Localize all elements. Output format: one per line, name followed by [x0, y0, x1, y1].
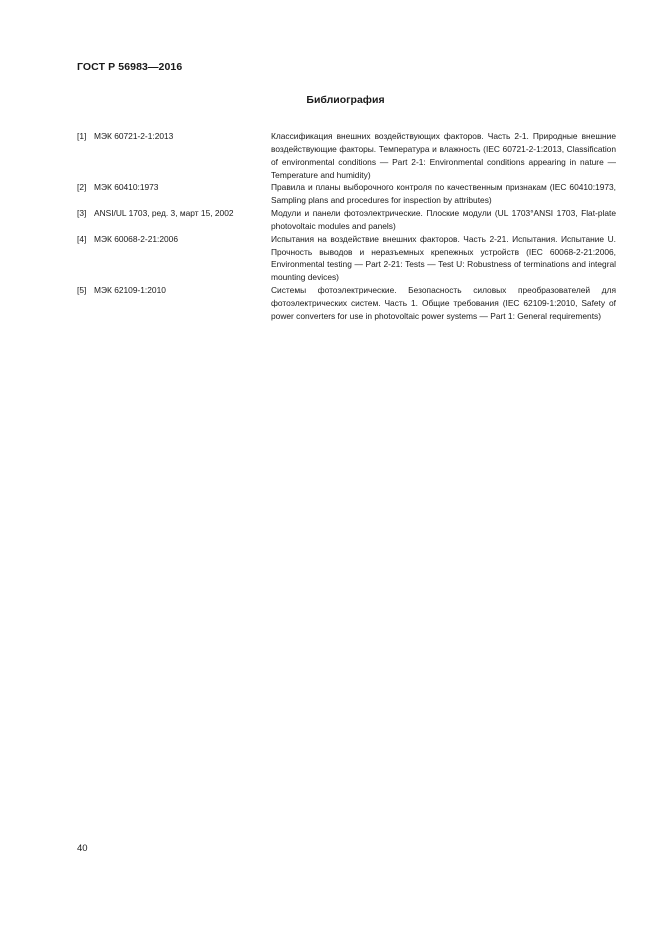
entry-description: Правила и планы выборочного контроля по качественным признакам (IEC 60410:1973, Sampling plans and procedures for inspection by attributes) — [271, 182, 616, 206]
bibliography-entry-5 — [77, 284, 616, 335]
bibliography-entry-3 — [77, 207, 616, 233]
entry-reference — [77, 181, 271, 207]
entry-standard: МЭК 62109-1:2010 — [94, 285, 166, 296]
entry-number: [5] — [77, 285, 87, 296]
entry-description: Системы фотоэлектрические. Безопасность силовых преобразователей для фотоэлектрических систем. Часть 1. Общие требования (IEC 62109-1:2010, Safety of power converters for use in photovoltaic power systems — Part 1: General requirements) — [271, 285, 616, 321]
entry-description: Классификация внешних воздействующих факторов. Часть 2-1. Природные внешние воздействующие факторы. Температура и влажность (IEC 60721-2-1:2013, Classification of environmental conditions — Part 2-1: Environmental conditions appearing in nature — Temperature and humidity) — [271, 131, 616, 180]
bibliography-entry-2 — [77, 181, 616, 207]
entry-number: [3] — [77, 208, 87, 219]
entry-description: Испытания на воздействие внешних факторов. Часть 2-21. Испытания. Испытание U. Прочность выводов и неразъемных крепежных устройств (IEC 60068-2-21:2006, Environmental testing — Part 2-21: Tests — Test U: Robustness of terminations and integral mounting devices) — [271, 233, 616, 283]
entry-description: Модули и панели фотоэлектрические. Плоские модули (UL 1703°ANSI 1703, Flat-plate photovoltaic modules and panels) — [271, 208, 616, 231]
page-number: 40 — [77, 843, 88, 854]
entry-standard: ANSI/UL 1703, ред. 3, март 15, 2002 — [94, 208, 234, 219]
bibliography-entry-4 — [77, 233, 616, 284]
section-title: Библиография — [306, 94, 385, 106]
entry-reference — [77, 207, 271, 233]
entry-number: [2] — [77, 182, 87, 193]
entry-standard: МЭК 60410:1973 — [94, 182, 159, 193]
entry-reference — [77, 130, 271, 181]
entry-standard: МЭК 60068-2-21:2006 — [94, 233, 178, 244]
entry-standard: МЭК 60721-2-1:2013 — [94, 131, 174, 141]
standard-code: ГОСТ Р 56983—2016 — [77, 61, 183, 73]
entry-number: [1] — [77, 131, 87, 141]
bibliography-entry-1 — [77, 130, 616, 181]
bibliography-list — [77, 130, 616, 336]
entry-reference — [77, 284, 271, 335]
entry-reference — [77, 233, 271, 284]
entry-number: [4] — [77, 233, 87, 244]
